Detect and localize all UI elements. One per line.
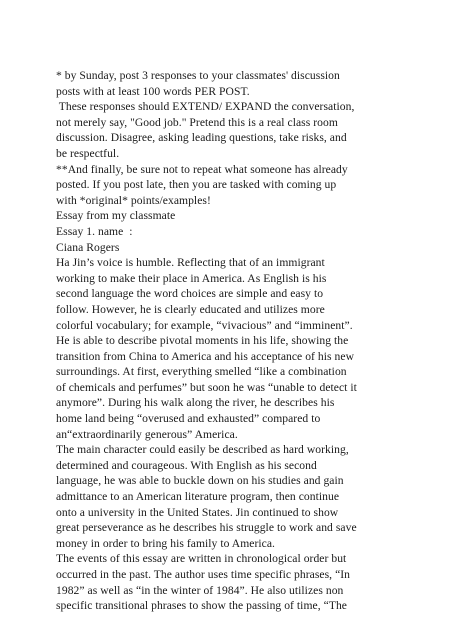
text-line: colorful vocabulary; for example, “vivacious” and “imminent”. (56, 318, 353, 332)
text-line: Ciana Rogers (56, 240, 120, 254)
text-line: Essay 1. name : (56, 224, 133, 238)
text-line: home land being “overused and exhausted” compared to (56, 412, 321, 426)
text-line: with *original* points/examples! (56, 193, 211, 207)
text-line: discussion. Disagree, asking leading questions, take risks, and (56, 131, 347, 145)
text-line: Ha Jin’s voice is humble. Reflecting that of an immigrant (56, 256, 325, 270)
text-line: These responses should EXTEND/ EXPAND the conversation, (56, 100, 355, 114)
text-line: Essay from my classmate (56, 209, 176, 223)
text-line: occurred in the past. The author uses time specific phrases, “In (56, 568, 351, 581)
text-line: determined and courageous. With English as his second (56, 458, 317, 472)
text-line: second language the word choices are simple and easy to (56, 287, 324, 301)
text-line: money in order to bring his family to America. (56, 536, 275, 550)
text-line: great perseverance as he describes his struggle to work and save (56, 521, 357, 535)
text-line: specific transitional phrases to show the passing of time, “The (56, 599, 347, 613)
text-line: The events of this essay are written in chronological order but (56, 552, 347, 566)
text-line: working to make their place in America. As English is his (56, 271, 327, 285)
document-page (56, 68, 451, 614)
text-line: follow. However, he is clearly educated and utilizes more (56, 302, 325, 316)
text-line: not merely say, "Good job." Pretend this is a real class room (56, 115, 338, 129)
text-line: **And finally, be sure not to repeat what someone has already (56, 162, 348, 176)
text-line: be respectful. (56, 146, 120, 160)
text-line: anymore”. During his walk along the river, he describes his (56, 396, 335, 410)
text-line: * by Sunday, post 3 responses to your classmates' discussion (56, 69, 340, 82)
text-line: of chemicals and perfumes” but soon he was “unable to detect it (56, 380, 357, 394)
text-line: posts with at least 100 words PER POST. (56, 84, 250, 98)
text-line: He is able to describe pivotal moments in his life, showing the (56, 334, 349, 348)
text-line: 1982” as well as “in the winter of 1984”. He also utilizes non (56, 583, 344, 597)
text-line: admittance to an American literature program, then continue (56, 490, 340, 504)
text-line: language, he was able to buckle down on his studies and gain (56, 474, 344, 488)
text-line: surroundings. At first, everything smelled “like a combination (56, 365, 347, 379)
text-line: onto a university in the United States. Jin continued to show (56, 505, 339, 519)
text-line: transition from China to America and his acceptance of his new (56, 349, 355, 363)
text-line: The main character could easily be described as hard working, (56, 443, 349, 457)
text-line: an“extraordinarily generous” America. (56, 427, 238, 441)
text-line: posted. If you post late, then you are tasked with coming up (56, 178, 337, 192)
